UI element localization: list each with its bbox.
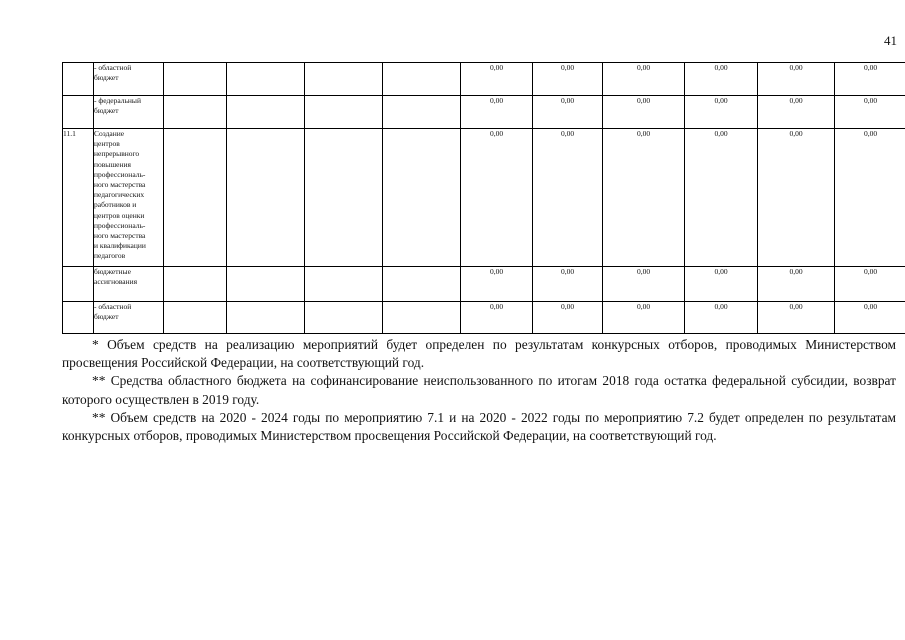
- empty-cell: [383, 63, 461, 96]
- row-name-cell: бюджетные ассигнования: [94, 267, 164, 302]
- value-cell: 0,00: [533, 63, 603, 96]
- value-cell: 0,00: [461, 129, 533, 267]
- value-cell: 0,00: [533, 129, 603, 267]
- table-row: [63, 302, 905, 334]
- footnote: * Объем средств на реализацию мероприятий будет определен по результатам конкурсных отборов, проводимых Министерством просвещения Российской Федерации, на соответствующий год.: [62, 337, 896, 371]
- value-cell: 0,00: [603, 267, 685, 302]
- table-row: [63, 96, 905, 129]
- empty-cell: [305, 96, 383, 129]
- empty-cell: [305, 63, 383, 96]
- empty-cell: [383, 302, 461, 334]
- value-cell: 0,00: [533, 267, 603, 302]
- row-number-cell: [63, 63, 94, 96]
- row-name-cell: Создание центров непрерывного повышения профессиональ- ного мастерства педагогических работников и центров оценки профессиональ- ного мастерства и квалификации педагогов: [94, 129, 164, 267]
- value-cell: 0,00: [835, 63, 905, 96]
- empty-cell: [164, 96, 227, 129]
- value-cell: 0,00: [461, 267, 533, 302]
- row-number-cell: 11.1: [63, 129, 94, 267]
- value-cell: 0,00: [685, 267, 758, 302]
- table-row: [63, 63, 905, 96]
- value-cell: 0,00: [835, 129, 905, 267]
- row-name-cell: - областной бюджет: [94, 302, 164, 334]
- value-cell: 0,00: [758, 96, 835, 129]
- empty-cell: [164, 302, 227, 334]
- empty-cell: [305, 267, 383, 302]
- empty-cell: [227, 129, 305, 267]
- value-cell: 0,00: [758, 129, 835, 267]
- footnotes: [62, 336, 896, 445]
- value-cell: 0,00: [835, 267, 905, 302]
- value-cell: 0,00: [835, 96, 905, 129]
- value-cell: 0,00: [461, 302, 533, 334]
- value-cell: 0,00: [603, 96, 685, 129]
- value-cell: 0,00: [603, 63, 685, 96]
- footnote: ** Средства областного бюджета на софинансирование неиспользованного по итогам 2018 года остатка федеральной субсидии, возврат которого осуществлен в 2019 году.: [62, 373, 896, 407]
- row-name-cell: - областной бюджет: [94, 63, 164, 96]
- empty-cell: [227, 267, 305, 302]
- value-cell: 0,00: [533, 302, 603, 334]
- table-row: [63, 129, 905, 267]
- empty-cell: [383, 267, 461, 302]
- row-number-cell: [63, 267, 94, 302]
- value-cell: 0,00: [835, 302, 905, 334]
- row-number-cell: [63, 302, 94, 334]
- table-row: [63, 267, 905, 302]
- empty-cell: [227, 302, 305, 334]
- empty-cell: [227, 96, 305, 129]
- value-cell: 0,00: [603, 302, 685, 334]
- empty-cell: [227, 63, 305, 96]
- empty-cell: [164, 129, 227, 267]
- value-cell: 0,00: [461, 63, 533, 96]
- empty-cell: [164, 267, 227, 302]
- empty-cell: [383, 129, 461, 267]
- row-number-cell: [63, 96, 94, 129]
- value-cell: 0,00: [758, 63, 835, 96]
- value-cell: 0,00: [758, 302, 835, 334]
- value-cell: 0,00: [758, 267, 835, 302]
- empty-cell: [383, 96, 461, 129]
- empty-cell: [305, 129, 383, 267]
- value-cell: 0,00: [685, 63, 758, 96]
- budget-table: [62, 62, 905, 334]
- value-cell: 0,00: [685, 302, 758, 334]
- value-cell: 0,00: [603, 129, 685, 267]
- value-cell: 0,00: [685, 96, 758, 129]
- empty-cell: [164, 63, 227, 96]
- empty-cell: [305, 302, 383, 334]
- value-cell: 0,00: [685, 129, 758, 267]
- page-number: 41: [884, 33, 897, 48]
- row-name-cell: - федеральный бюджет: [94, 96, 164, 129]
- value-cell: 0,00: [533, 96, 603, 129]
- value-cell: 0,00: [461, 96, 533, 129]
- footnote: ** Объем средств на 2020 - 2024 годы по мероприятию 7.1 и на 2020 - 2022 годы по мероприятию 7.2 будет определен по результатам конкурсных отборов, проводимых Министерством просвещения Российской Федерации, на соответствующий год.: [62, 409, 896, 444]
